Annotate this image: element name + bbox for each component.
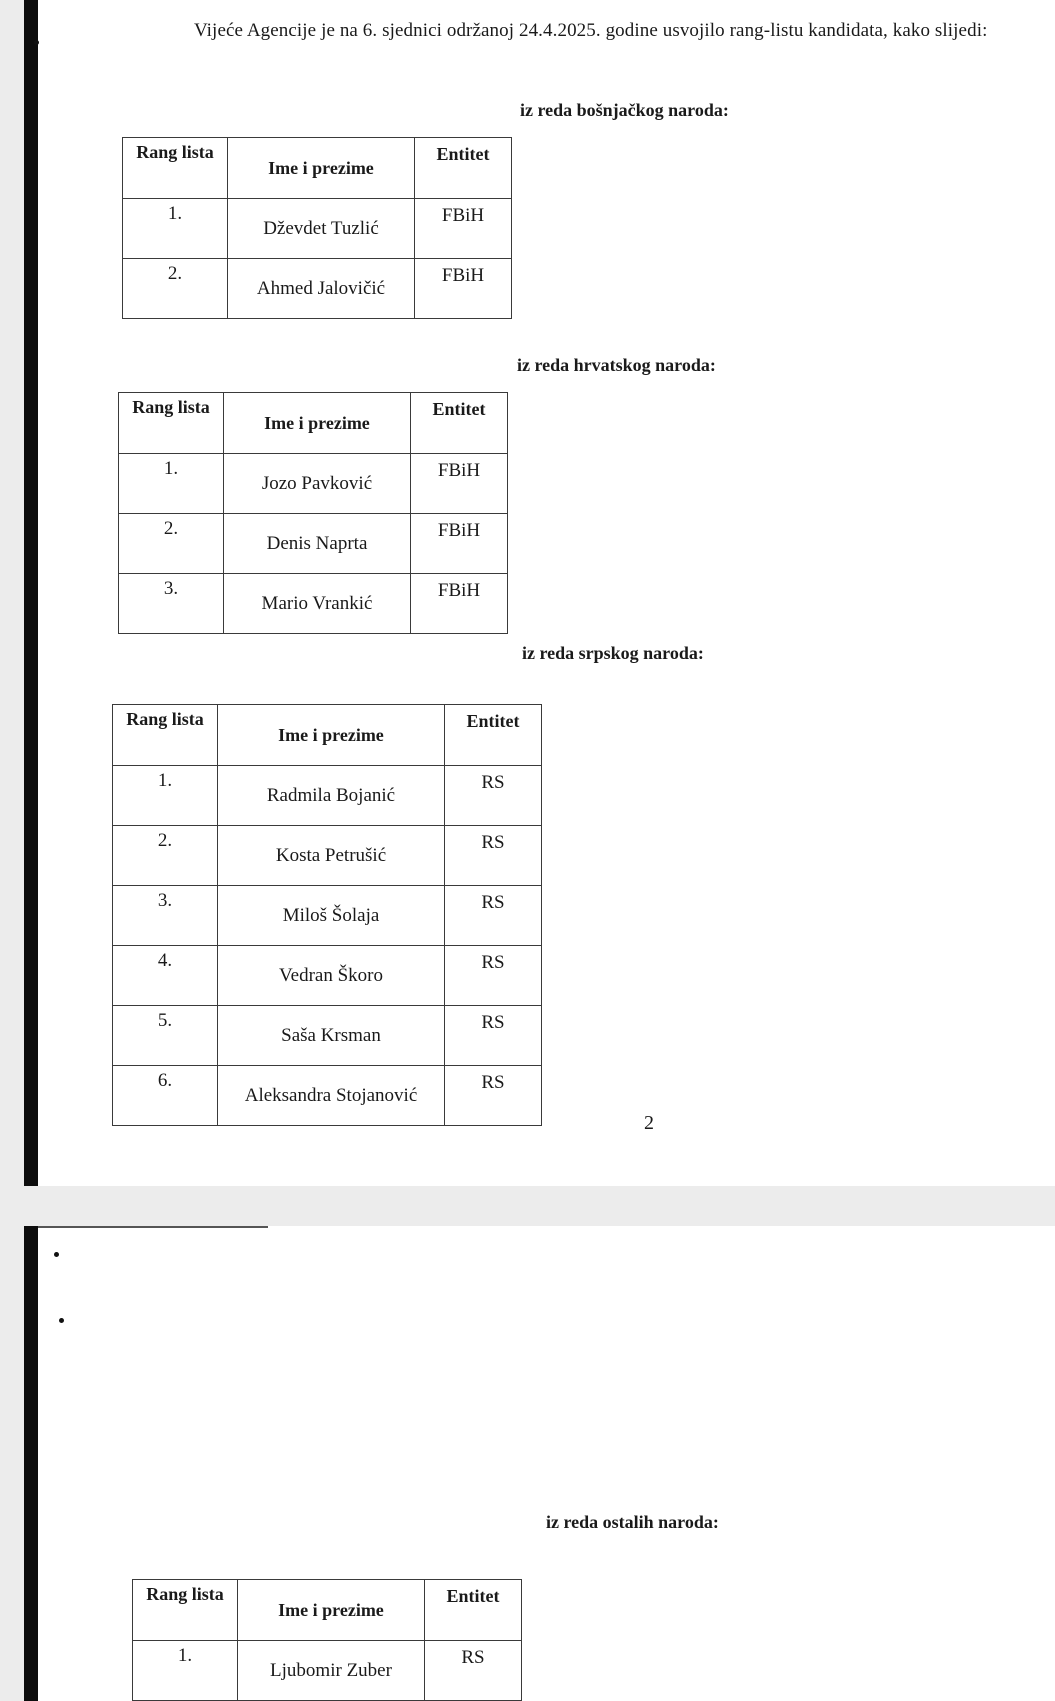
header-rank: Rang lista	[123, 138, 228, 199]
divider	[38, 1226, 268, 1228]
scan-mark	[59, 1318, 64, 1323]
table-header-row	[119, 393, 508, 454]
document-page-1	[24, 0, 1055, 1186]
cell-name: Jozo Pavković	[224, 454, 411, 514]
cell-entity: RS	[425, 1641, 522, 1701]
table-row	[113, 1066, 542, 1126]
cell-rank: 5.	[113, 1006, 218, 1066]
header-rank: Rang lista	[133, 1580, 238, 1641]
header-name: Ime i prezime	[218, 705, 445, 766]
table-row	[123, 259, 512, 319]
scan-mark	[34, 40, 39, 45]
cell-rank: 2.	[119, 514, 224, 574]
header-name: Ime i prezime	[228, 138, 415, 199]
cell-rank: 3.	[113, 886, 218, 946]
table-header-row	[113, 705, 542, 766]
table-row	[119, 454, 508, 514]
cell-entity: RS	[445, 946, 542, 1006]
header-name: Ime i prezime	[224, 393, 411, 454]
ranking-table-bosniak	[122, 137, 512, 319]
table-row	[119, 514, 508, 574]
cell-rank: 1.	[113, 766, 218, 826]
cell-name: Ahmed Jalovičić	[228, 259, 415, 319]
cell-name: Ljubomir Zuber	[238, 1641, 425, 1701]
section-heading-serb: iz reda srpskog naroda:	[522, 643, 704, 663]
table-row	[113, 826, 542, 886]
ranking-table-serb	[112, 704, 542, 1126]
cell-name: Saša Krsman	[218, 1006, 445, 1066]
cell-name: Kosta Petrušić	[218, 826, 445, 886]
cell-rank: 1.	[133, 1641, 238, 1701]
cell-name: Radmila Bojanić	[218, 766, 445, 826]
cell-entity: FBiH	[415, 259, 512, 319]
cell-rank: 2.	[123, 259, 228, 319]
table-row	[123, 199, 512, 259]
intro-text: Vijeće Agencije je na 6. sjednici održanoj 24.4.2025. godine usvojilo rang-listu kandidata, kako slijedi:	[194, 20, 988, 41]
table-header-row	[123, 138, 512, 199]
ranking-table-croat	[118, 392, 508, 634]
cell-rank: 1.	[123, 199, 228, 259]
section-heading-bosniak: iz reda bošnjačkog naroda:	[520, 100, 729, 120]
document-page-2	[24, 1226, 1055, 1701]
cell-entity: FBiH	[411, 514, 508, 574]
header-entity: Entitet	[415, 138, 512, 199]
table-header-row	[133, 1580, 522, 1641]
cell-entity: FBiH	[411, 454, 508, 514]
cell-entity: RS	[445, 1066, 542, 1126]
header-entity: Entitet	[445, 705, 542, 766]
table-row	[113, 946, 542, 1006]
table-row	[133, 1641, 522, 1701]
header-entity: Entitet	[411, 393, 508, 454]
scan-mark	[54, 1252, 59, 1257]
cell-rank: 6.	[113, 1066, 218, 1126]
cell-name: Vedran Škoro	[218, 946, 445, 1006]
table-row	[113, 1006, 542, 1066]
cell-rank: 4.	[113, 946, 218, 1006]
cell-name: Denis Naprta	[224, 514, 411, 574]
header-rank: Rang lista	[113, 705, 218, 766]
section-heading-others: iz reda ostalih naroda:	[546, 1512, 719, 1532]
cell-rank: 3.	[119, 574, 224, 634]
cell-entity: RS	[445, 1006, 542, 1066]
cell-name: Mario Vrankić	[224, 574, 411, 634]
cell-rank: 2.	[113, 826, 218, 886]
cell-entity: RS	[445, 766, 542, 826]
header-entity: Entitet	[425, 1580, 522, 1641]
cell-name: Dževdet Tuzlić	[228, 199, 415, 259]
header-name: Ime i prezime	[238, 1580, 425, 1641]
section-heading-croat: iz reda hrvatskog naroda:	[517, 355, 716, 375]
cell-name: Miloš Šolaja	[218, 886, 445, 946]
cell-rank: 1.	[119, 454, 224, 514]
ranking-table-others	[132, 1579, 522, 1701]
table-row	[113, 766, 542, 826]
cell-entity: RS	[445, 826, 542, 886]
cell-entity: FBiH	[411, 574, 508, 634]
cell-name: Aleksandra Stojanović	[218, 1066, 445, 1126]
page-number: 2	[644, 1112, 654, 1134]
scan-edge	[24, 1226, 38, 1701]
table-row	[113, 886, 542, 946]
header-rank: Rang lista	[119, 393, 224, 454]
cell-entity: FBiH	[415, 199, 512, 259]
scan-edge	[24, 0, 38, 1186]
cell-entity: RS	[445, 886, 542, 946]
table-row	[119, 574, 508, 634]
